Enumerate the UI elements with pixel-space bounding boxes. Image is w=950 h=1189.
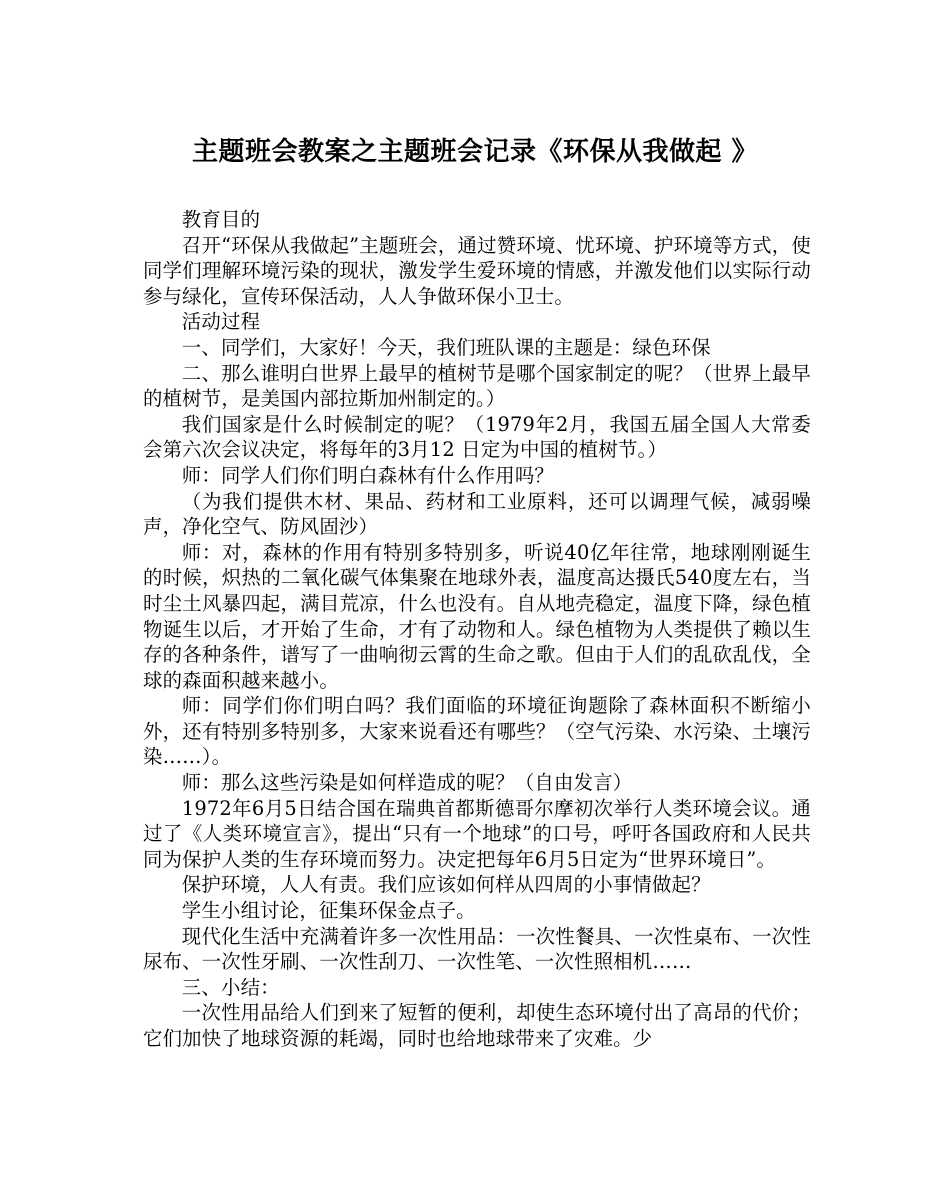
paragraph-pollution-cause: 师：那么这些污染是如何样造成的呢？（自由发言） xyxy=(181,771,633,795)
paragraph-protect-environment: 保护环境，人人有责。我们应该如何样从四周的小事情做起？ xyxy=(181,873,711,897)
paragraph-summary-heading: 三、小结： xyxy=(181,975,280,999)
paragraph-arbor-day-question: 二、那么谁明白世界上最早的植树节是哪个国家制定的呢？（世界上最早的植树节，是美国内部拉斯加州制定的。） xyxy=(143,361,811,411)
paragraph-disposable-items: 现代化生活中充满着许多一次性用品：一次性餐具、一次性桌布、一次性尿布、一次性牙刷、一次性刮刀、一次性笔、一次性照相机…… xyxy=(143,924,811,974)
paragraph-education-goal: 召开“环保从我做起”主题班会，通过赞环境、忧环境、护环境等方式，使同学们理解环境污染的现状，激发学生爱环境的情感，并激发他们以实际行动参与绿化，宣传环保活动，人人争做环保小卫士。 xyxy=(143,233,811,308)
paragraph-group-discussion: 学生小组讨论，征集环保金点子。 xyxy=(181,899,476,923)
paragraph-china-arbor-day: 我们国家是什么时候制定的呢？（1979年2月，我国五届全国人大常委会第六次会议决定，将每年的3月12 日定为中国的植树节。） xyxy=(143,412,811,462)
paragraph-summary: 一次性用品给人们到来了短暂的便利，却使生态环境付出了高昂的代价；它们加快了地球资源的耗竭，同时也给地球带来了灾难。少 xyxy=(143,1001,811,1050)
paragraph-forest-history: 师：对，森林的作用有特别多特别多，听说40亿年往常，地球刚刚诞生的时候，炽热的二氧化碳气体集聚在地球外表，温度高达摄氏540度左右，当时尘土风暴四起，满目荒凉，什么也没有。自从地壳稳定，温度下降，绿色植物诞生以后，才开始了生命，才有了动物和人。绿色植物为人类提供了赖以生存的各种条件，谱写了一曲响彻云霄的生命之歌。但由于人们的乱砍乱伐，全球的森面积越来越小。 xyxy=(143,540,811,692)
document-body xyxy=(143,207,811,1052)
paragraph-opening: 一、同学们，大家好！今天，我们班队课的主题是：绿色环保 xyxy=(181,335,711,359)
paragraph-forest-question: 师：同学人们你们明白森林有什么作用吗？ xyxy=(181,463,555,487)
paragraph-education-goal-heading: 教育目的 xyxy=(181,208,261,231)
paragraph-environment-day: 1972年6月5日结合国在瑞典首都斯德哥尔摩初次举行人类环境会议。通过了《人类环境宣言》，提出“只有一个地球”的口号，呼吁各国政府和人民共同为保护人类的生存环境而努力。决定把每年6月5日定为“世界环境日”。 xyxy=(143,796,811,871)
paragraph-forest-answer: （为我们提供木材、果品、药材和工业原料，还可以调理气候，减弱噪声，净化空气、防风固沙） xyxy=(143,489,811,539)
document-title: 主题班会教案之主题班会记录《环保从我做起 》 xyxy=(191,137,759,167)
paragraph-activity-heading: 活动过程 xyxy=(181,310,261,334)
paragraph-pollution-question: 师：同学们你们明白吗？我们面临的环境征询题除了森林面积不断缩小外，还有特别多特别多，大家来说看还有哪些？（空气污染、水污染、土壤污染……）。 xyxy=(143,694,811,769)
